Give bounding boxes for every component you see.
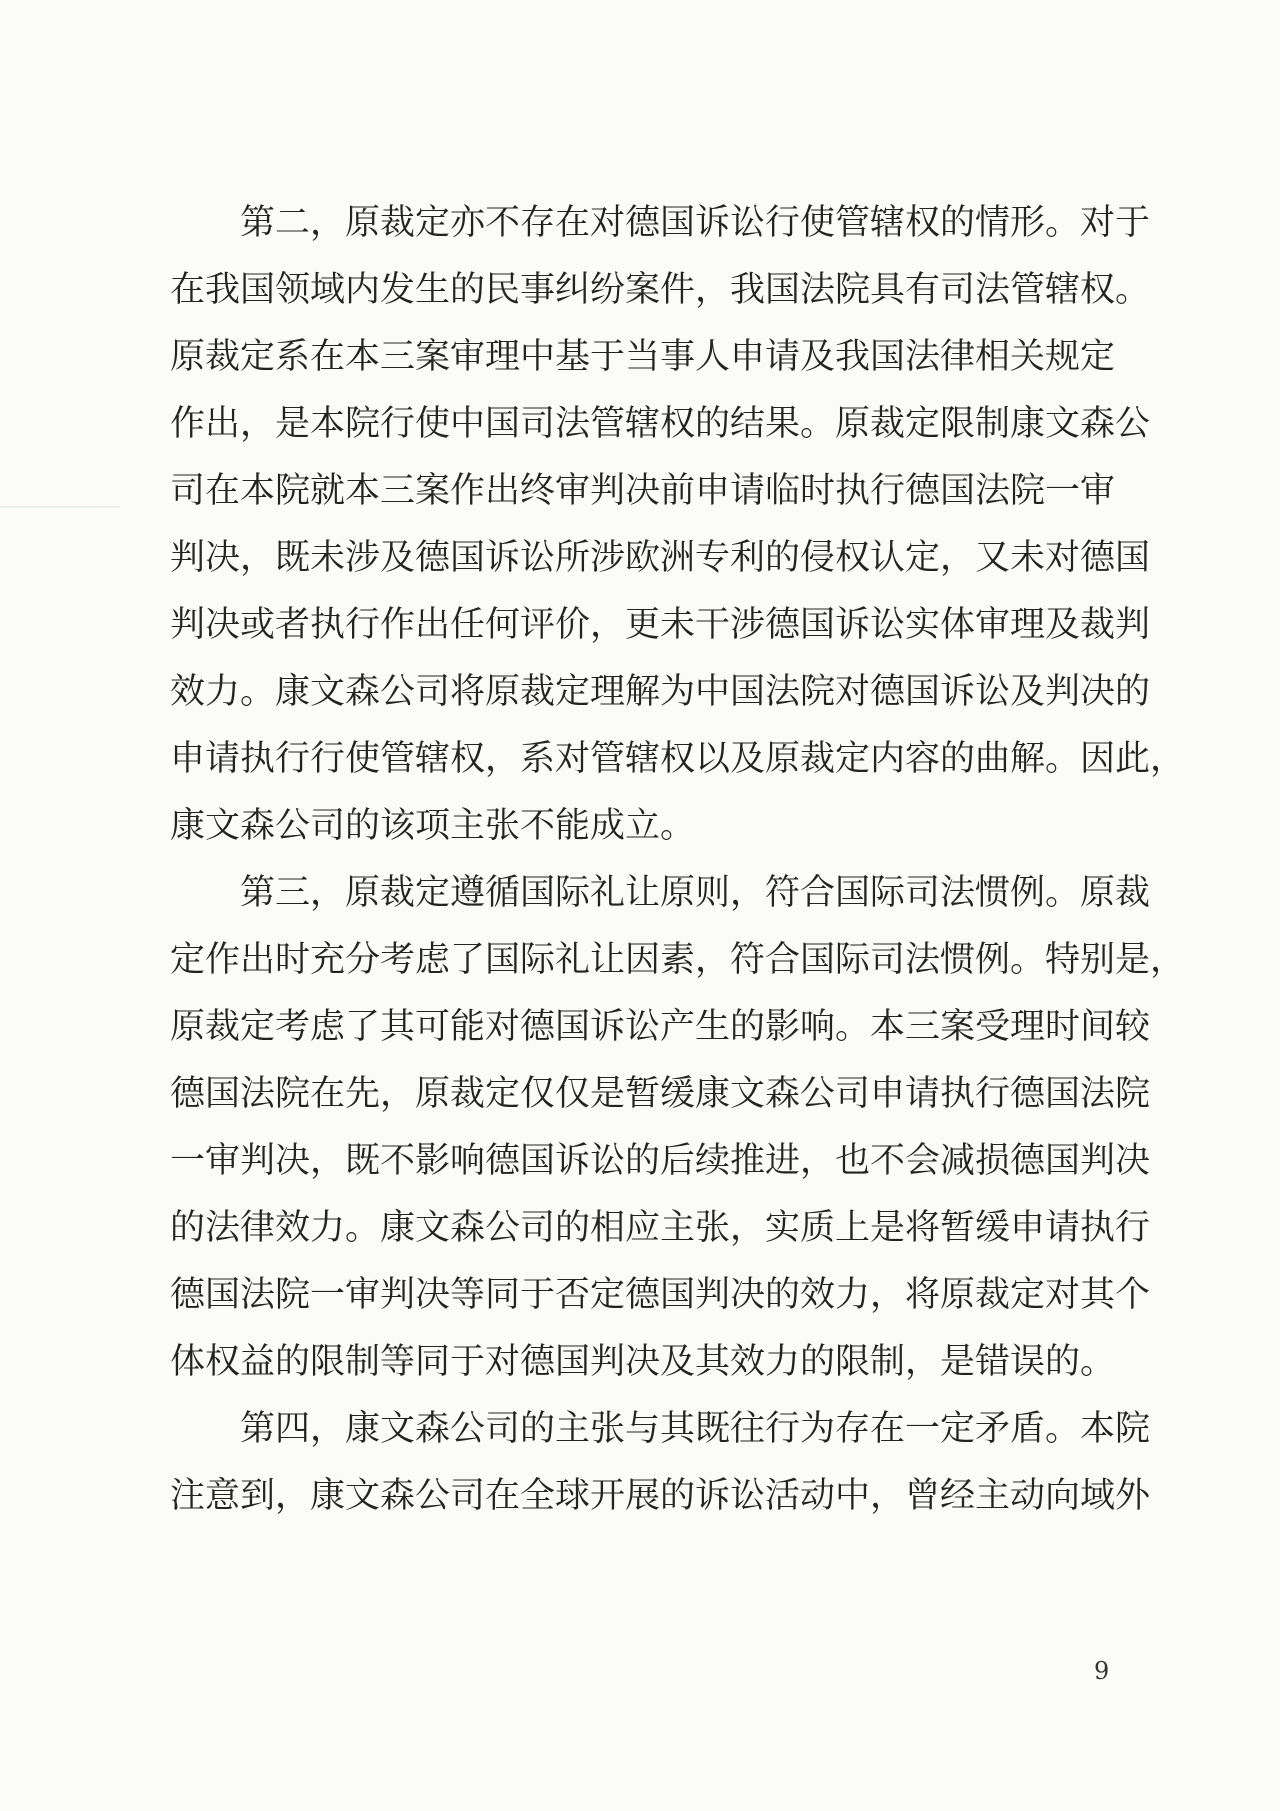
paragraph-3-line-6: 的法律效力。康文森公司的相应主张，实质上是将暂缓申请执行: [170, 1208, 1151, 1248]
paragraph-2-line-3: 原裁定系在本三案审理中基于当事人申请及我国法律相关规定: [170, 337, 1116, 377]
paragraph-3-line-3: 原裁定考虑了其可能对德国诉讼产生的影响。本三案受理时间较: [170, 1007, 1151, 1047]
paragraph-3-line-2: 定作出时充分考虑了国际礼让因素，符合国际司法惯例。特别是，: [170, 940, 1186, 980]
paragraph-3-line-4: 德国法院在先，原裁定仅仅是暂缓康文森公司申请执行德国法院: [170, 1074, 1151, 1114]
paragraph-3-line-7: 德国法院一审判决等同于否定德国判决的效力，将原裁定对其个: [170, 1275, 1151, 1315]
paragraph-2-line-8: 效力。康文森公司将原裁定理解为中国法院对德国诉讼及判决的: [170, 672, 1151, 712]
page-number: 9: [1094, 1657, 1110, 1685]
paragraph-3-line-8: 体权益的限制等同于对德国判决及其效力的限制，是错误的。: [170, 1342, 1116, 1382]
paragraph-4-line-2: 注意到，康文森公司在全球开展的诉讼活动中，曾经主动向域外: [170, 1476, 1151, 1516]
paragraph-2-line-7: 判决或者执行作出任何评价，更未干涉德国诉讼实体审理及裁判: [170, 605, 1151, 645]
scan-artifact-line: [0, 506, 120, 508]
paragraph-3-line-1: 第三，原裁定遵循国际礼让原则，符合国际司法惯例。原裁: [240, 873, 1151, 913]
paragraph-2-line-2: 在我国领域内发生的民事纠纷案件，我国法院具有司法管辖权。: [170, 270, 1151, 310]
paragraph-3-line-5: 一审判决，既不影响德国诉讼的后续推进，也不会减损德国判决: [170, 1141, 1151, 1181]
paragraph-4-line-1: 第四，康文森公司的主张与其既往行为存在一定矛盾。本院: [240, 1409, 1151, 1449]
paragraph-2-line-6: 判决，既未涉及德国诉讼所涉欧洲专利的侵权认定，又未对德国: [170, 538, 1151, 578]
paragraph-2-line-4: 作出，是本院行使中国司法管辖权的结果。原裁定限制康文森公: [170, 404, 1151, 444]
paragraph-2-line-5: 司在本院就本三案作出终审判决前申请临时执行德国法院一审: [170, 471, 1116, 511]
paragraph-2-line-1: 第二，原裁定亦不存在对德国诉讼行使管辖权的情形。对于: [240, 203, 1151, 243]
paragraph-2-line-9: 申请执行行使管辖权，系对管辖权以及原裁定内容的曲解。因此，: [170, 739, 1186, 779]
paragraph-2-line-10: 康文森公司的该项主张不能成立。: [170, 806, 696, 846]
